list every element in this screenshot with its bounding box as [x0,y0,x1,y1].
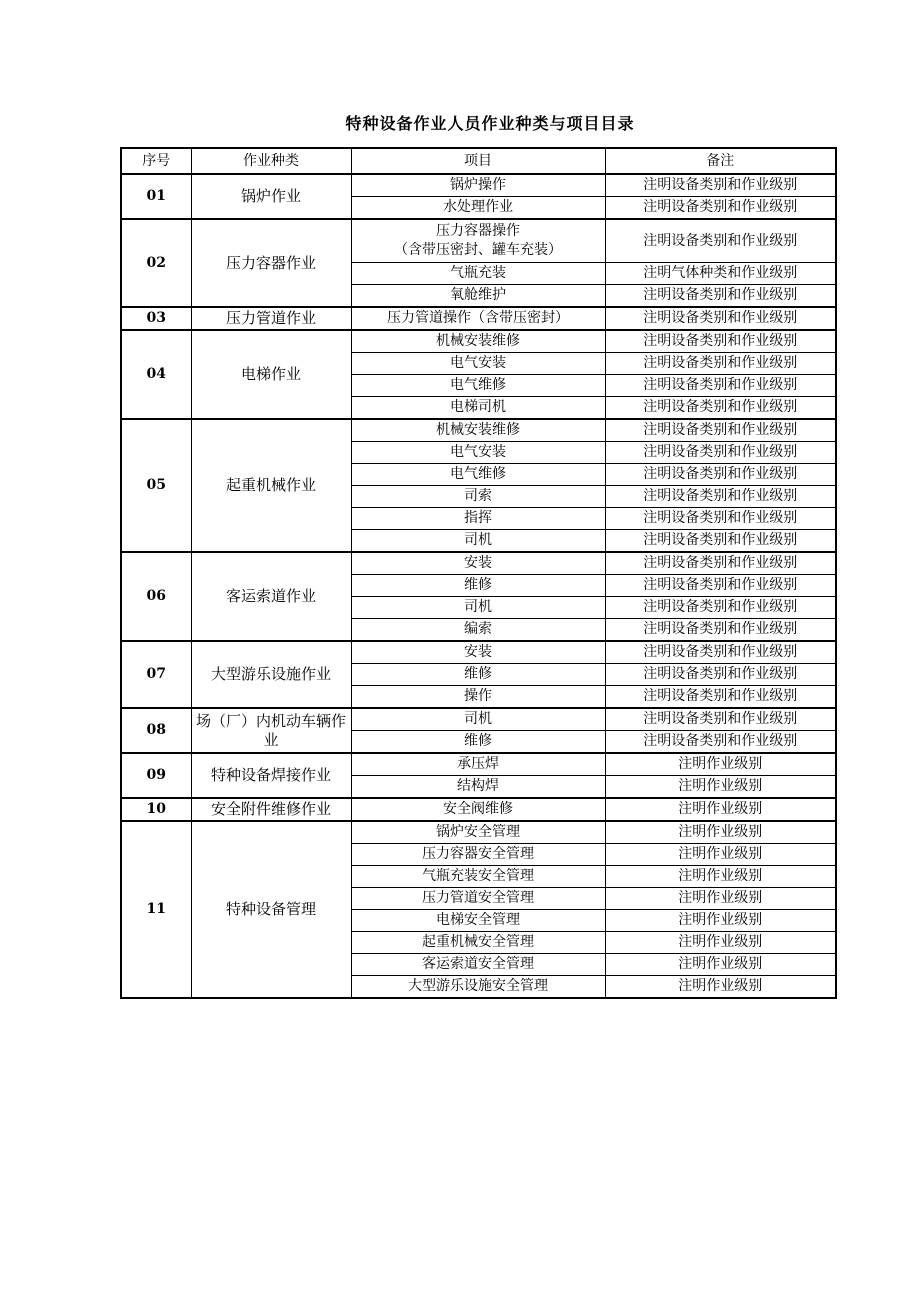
cell-item: 电梯司机 [351,397,605,420]
cell-item-line: 压力容器操作 [436,223,520,239]
cell-note: 注明作业级别 [605,976,836,999]
cell-item: 编索 [351,619,605,642]
cell-item: 气瓶充装 [351,263,605,285]
header-note: 备注 [605,148,836,174]
cell-category: 安全附件维修作业 [191,798,351,821]
table-row [121,419,836,442]
cell-category: 大型游乐设施作业 [191,641,351,708]
cell-category: 特种设备管理 [191,821,351,998]
cell-item: 维修 [351,575,605,597]
cell-category: 起重机械作业 [191,419,351,552]
cell-note: 注明设备类别和作业级别 [605,575,836,597]
cell-item: 司索 [351,486,605,508]
table-row [121,798,836,821]
cell-item: 安全阀维修 [351,798,605,821]
table-header [121,148,836,174]
table-row [121,552,836,575]
cell-item: 机械安装维修 [351,419,605,442]
cell-item: 安装 [351,552,605,575]
cell-note: 注明作业级别 [605,776,836,799]
cell-item: 气瓶充装安全管理 [351,866,605,888]
cell-category: 电梯作业 [191,330,351,419]
table-row [121,753,836,776]
cell-note: 注明设备类别和作业级别 [605,641,836,664]
cell-note: 注明设备类别和作业级别 [605,464,836,486]
cell-note: 注明作业级别 [605,932,836,954]
cell-seq: 08 [121,708,191,753]
cell-seq: 03 [121,307,191,330]
cell-seq: 11 [121,821,191,998]
cell-note: 注明设备类别和作业级别 [605,219,836,263]
cell-item: 氧舱维护 [351,285,605,308]
table-row [121,821,836,844]
cell-item: 电气维修 [351,375,605,397]
cell-note: 注明设备类别和作业级别 [605,486,836,508]
cell-note: 注明作业级别 [605,844,836,866]
cell-note: 注明设备类别和作业级别 [605,508,836,530]
cell-item: 电气维修 [351,464,605,486]
cell-item: 压力管道操作（含带压密封） [351,307,605,330]
table-row [121,641,836,664]
cell-note: 注明设备类别和作业级别 [605,174,836,197]
cell-item: 客运索道安全管理 [351,954,605,976]
cell-item: 结构焊 [351,776,605,799]
cell-category: 客运索道作业 [191,552,351,641]
cell-note: 注明设备类别和作业级别 [605,686,836,709]
cell-item: 安装 [351,641,605,664]
cell-item: 机械安装维修 [351,330,605,353]
cell-note: 注明设备类别和作业级别 [605,375,836,397]
cell-note: 注明设备类别和作业级别 [605,353,836,375]
cell-item: 压力容器安全管理 [351,844,605,866]
cell-category: 压力容器作业 [191,219,351,307]
cell-note: 注明作业级别 [605,753,836,776]
cell-note: 注明作业级别 [605,866,836,888]
cell-item: 操作 [351,686,605,709]
cell-item: 水处理作业 [351,197,605,220]
document-title: 特种设备作业人员作业种类与项目目录 [345,114,635,133]
cell-category: 特种设备焊接作业 [191,753,351,798]
cell-seq: 09 [121,753,191,798]
cell-note: 注明设备类别和作业级别 [605,552,836,575]
cell-seq: 01 [121,174,191,219]
cell-note: 注明设备类别和作业级别 [605,442,836,464]
table-row [121,708,836,731]
cell-seq: 02 [121,219,191,307]
table-body [121,174,836,998]
header-item: 项目 [351,148,605,174]
cell-note: 注明设备类别和作业级别 [605,664,836,686]
cell-note: 注明设备类别和作业级别 [605,307,836,330]
cell-item: 大型游乐设施安全管理 [351,976,605,999]
cell-item: 指挥 [351,508,605,530]
cell-note: 注明设备类别和作业级别 [605,197,836,220]
cell-seq: 06 [121,552,191,641]
cell-category: 压力管道作业 [191,307,351,330]
cell-item: 电气安装 [351,353,605,375]
cell-seq: 07 [121,641,191,708]
cell-item: 司机 [351,597,605,619]
cell-seq: 04 [121,330,191,419]
table-row [121,330,836,353]
cell-note: 注明设备类别和作业级别 [605,419,836,442]
table-row [121,307,836,330]
cell-item: 维修 [351,664,605,686]
table-row [121,219,836,263]
cell-category: 场（厂）内机动车辆作业 [191,708,351,753]
cell-note: 注明作业级别 [605,954,836,976]
cell-item: 承压焊 [351,753,605,776]
cell-item: 电气安装 [351,442,605,464]
cell-item: 电梯安全管理 [351,910,605,932]
cell-item: 维修 [351,731,605,754]
cell-item: 司机 [351,530,605,553]
cell-note: 注明设备类别和作业级别 [605,397,836,420]
cell-note: 注明设备类别和作业级别 [605,731,836,754]
catalog-table [120,147,837,999]
cell-note: 注明作业级别 [605,821,836,844]
cell-item: 锅炉操作 [351,174,605,197]
table-row [121,174,836,197]
cell-seq: 05 [121,419,191,552]
cell-item [351,219,605,263]
cell-note: 注明设备类别和作业级别 [605,330,836,353]
header-seq: 序号 [121,148,191,174]
header-category: 作业种类 [191,148,351,174]
cell-note: 注明作业级别 [605,888,836,910]
cell-note: 注明设备类别和作业级别 [605,619,836,642]
header-row [121,148,836,174]
cell-note: 注明设备类别和作业级别 [605,708,836,731]
cell-item: 起重机械安全管理 [351,932,605,954]
cell-note: 注明作业级别 [605,798,836,821]
cell-seq: 10 [121,798,191,821]
cell-note: 注明设备类别和作业级别 [605,285,836,308]
cell-note: 注明气体种类和作业级别 [605,263,836,285]
cell-item: 锅炉安全管理 [351,821,605,844]
cell-category: 锅炉作业 [191,174,351,219]
cell-item: 压力管道安全管理 [351,888,605,910]
cell-note: 注明设备类别和作业级别 [605,530,836,553]
cell-note: 注明设备类别和作业级别 [605,597,836,619]
cell-item: 司机 [351,708,605,731]
cell-note: 注明作业级别 [605,910,836,932]
cell-item-line: （含带压密封、罐车充装） [394,242,562,258]
